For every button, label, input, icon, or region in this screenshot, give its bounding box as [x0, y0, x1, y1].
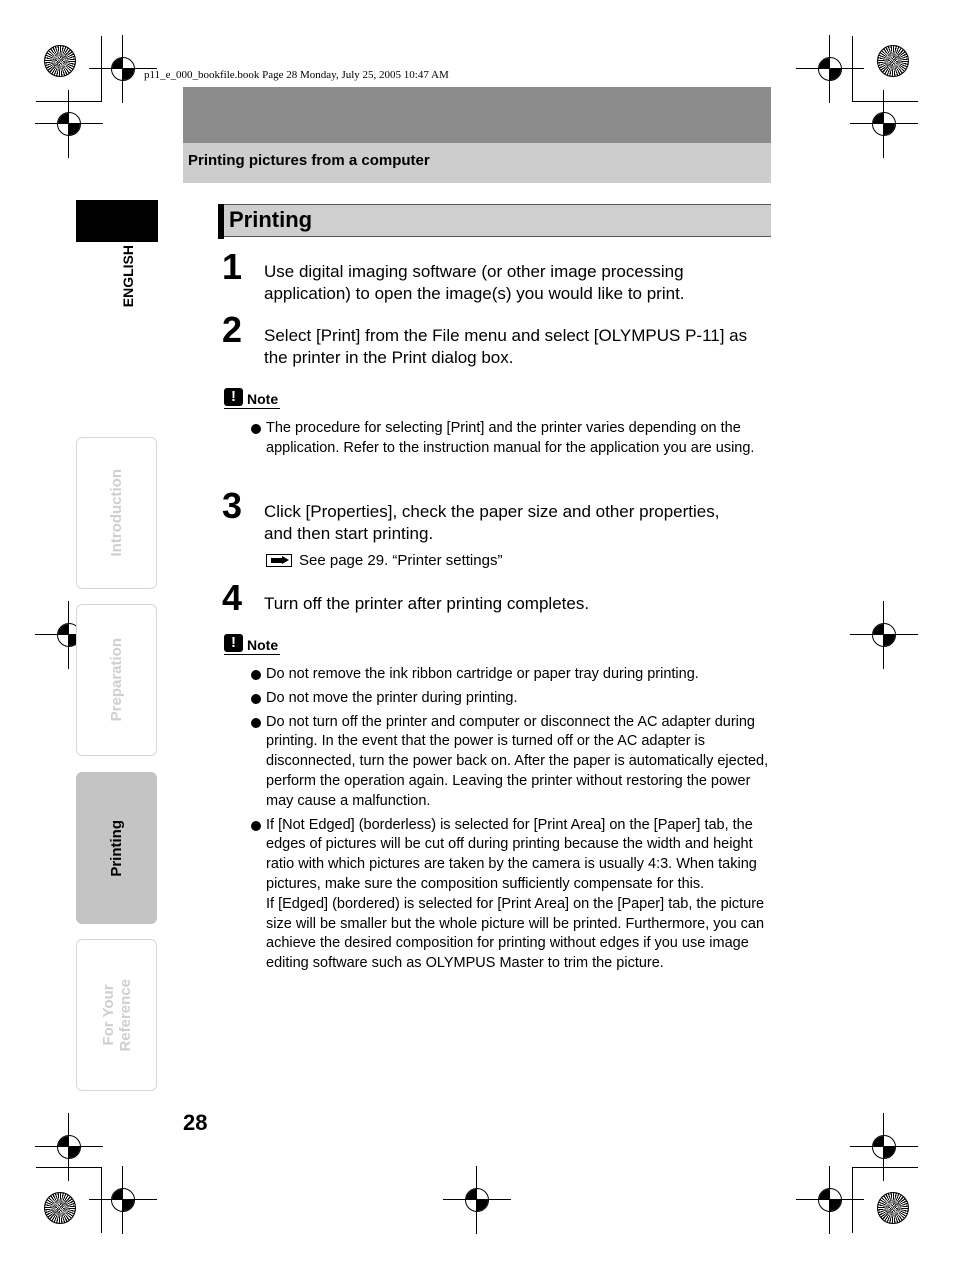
- note-list: [250, 665, 772, 974]
- list-item: [250, 816, 772, 974]
- registration-mark-icon: [872, 623, 896, 647]
- header-band: [183, 87, 771, 143]
- step-text-line: application) to open the image(s) you would like to print.: [264, 283, 685, 303]
- section-title-bar: [218, 204, 771, 237]
- tab-label: Preparation: [108, 638, 125, 722]
- registration-mark-icon: [57, 1135, 81, 1159]
- step-number: 1: [222, 246, 243, 287]
- step-text-line: the printer in the Print dialog box.: [264, 347, 514, 367]
- list-item: [250, 689, 772, 709]
- section-title: Printing: [229, 207, 313, 232]
- bullet-icon: [251, 718, 261, 728]
- color-target-icon: [877, 1192, 909, 1224]
- step-text: [264, 501, 779, 544]
- step-text-line: Select [Print] from the File menu and select [OLYMPUS P-11] as: [264, 326, 748, 345]
- registration-mark-icon: [872, 112, 896, 136]
- tab-label: Introduction: [108, 469, 125, 557]
- step-number: 4: [222, 577, 243, 618]
- bullet-icon: [251, 670, 261, 680]
- bullet-icon: [251, 424, 261, 434]
- tab-preparation[interactable]: [76, 604, 157, 756]
- color-target-icon: [44, 45, 76, 77]
- tab-label: Printing: [108, 819, 125, 877]
- step-text: [264, 593, 779, 615]
- list-item-text: If [Edged] (bordered) is selected for [Print Area] on the [Paper] tab, the picture size will be smaller but the whole picture will be printed. Furthermore, you can achieve the desired composition for printing without edges if you use image editing software such as OLYMPUS Master to trim the picture.: [266, 895, 765, 972]
- crop-mark: [36, 1167, 102, 1168]
- crop-mark: [101, 36, 102, 102]
- bullet-icon: [251, 694, 261, 704]
- list-item: [250, 419, 772, 459]
- header-subtitle-bar: [183, 143, 771, 183]
- crop-mark: [852, 36, 853, 102]
- list-item-text: Do not remove the ink ribbon cartridge or paper tray during printing.: [266, 666, 699, 682]
- list-item-text: If [Not Edged] (borderless) is selected for [Print Area] on the [Paper] tab, the edges of pictures will be cut off during printing because the width and height ratio with which pictures are taken by the camera is usually 4:3. When taking pictures, make sure the composition sufficiently compensate for this.: [266, 816, 757, 892]
- list-item-text: The procedure for selecting [Print] and the printer varies depending on the application. Refer to the instruction manual for the application you are using.: [266, 420, 755, 456]
- registration-mark-icon: [111, 1188, 135, 1212]
- step-text: [264, 261, 779, 304]
- note-list: [250, 419, 772, 459]
- crop-mark: [36, 101, 102, 102]
- language-label-box: [120, 245, 156, 325]
- list-item: [250, 713, 772, 812]
- registration-mark-icon: [111, 57, 135, 81]
- color-target-icon: [877, 45, 909, 77]
- color-target-icon: [44, 1192, 76, 1224]
- note-label: Note: [247, 391, 279, 407]
- caution-icon: !: [224, 388, 243, 406]
- note-underline: [224, 654, 280, 655]
- registration-mark-icon: [465, 1188, 489, 1212]
- list-item: [250, 665, 772, 685]
- crop-mark: [852, 101, 918, 102]
- registration-mark-icon: [818, 57, 842, 81]
- note-label: Note: [247, 637, 279, 653]
- tab-for-your-reference[interactable]: [76, 939, 157, 1091]
- caution-icon: !: [224, 634, 243, 652]
- step-text-line: Click [Properties], check the paper size and other properties,: [264, 502, 720, 521]
- header-subtitle: Printing pictures from a computer: [188, 152, 430, 169]
- bullet-icon: [251, 821, 261, 831]
- list-item-text: Do not move the printer during printing.: [266, 689, 518, 706]
- reference-text: See page 29. “Printer settings”: [299, 552, 503, 569]
- step-text-line: Turn off the printer after printing completes.: [264, 594, 590, 613]
- crop-mark: [852, 1167, 918, 1168]
- tab-printing[interactable]: [76, 772, 157, 924]
- crop-mark: [101, 1167, 102, 1233]
- registration-mark-icon: [818, 1188, 842, 1212]
- step-text-line: and then start printing.: [264, 523, 434, 543]
- tab-label: [100, 979, 134, 1052]
- tab-label-line2: Reference: [116, 978, 134, 1052]
- step-text: [264, 325, 779, 368]
- step-text-line: Use digital imaging software (or other image processing: [264, 262, 684, 281]
- printer-slug: p11_e_000_bookfile.book Page 28 Monday, July 25, 2005 10:47 AM: [144, 69, 449, 81]
- list-item-text: Do not turn off the printer and computer or disconnect the AC adapter during printing. In the event that the power is turned off or the AC adapter is disconnected, turn the power back on. After the paper is automatically ejected, perform the operation again. Leaving the printer without restoring the power may cause a malfunction.: [266, 713, 769, 809]
- registration-mark-icon: [872, 1135, 896, 1159]
- note-underline: [224, 408, 280, 409]
- crop-mark: [852, 1167, 853, 1233]
- language-marker: [76, 200, 158, 242]
- registration-mark-icon: [57, 112, 81, 136]
- language-label: ENGLISH: [120, 245, 136, 308]
- tab-label-line1: For Your: [99, 984, 117, 1046]
- page-number: 28: [183, 1110, 208, 1135]
- step-number: 2: [222, 309, 243, 350]
- tab-introduction[interactable]: [76, 437, 157, 589]
- step-number: 3: [222, 485, 243, 526]
- pointing-hand-icon: [266, 554, 292, 567]
